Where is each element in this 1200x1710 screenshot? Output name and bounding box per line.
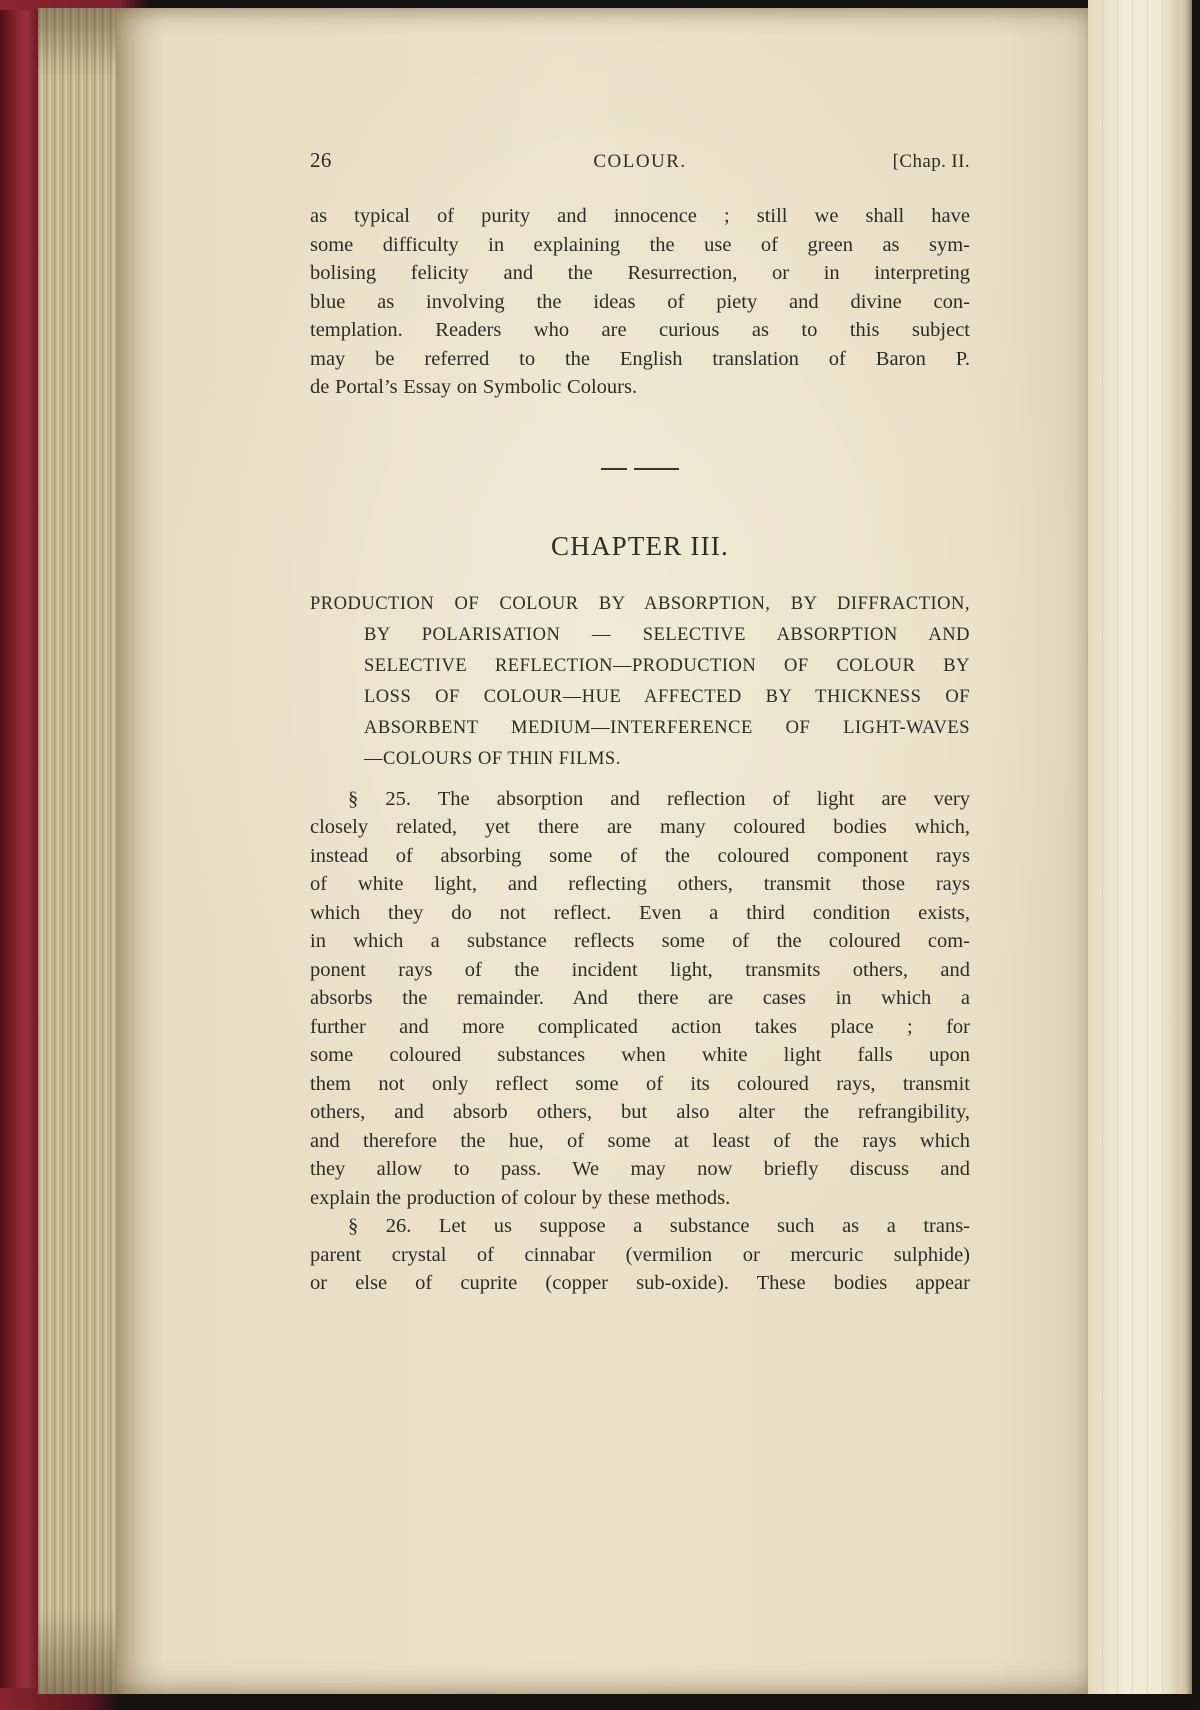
chapter-summary xyxy=(310,589,970,775)
text-line: LOSS OF COLOUR—HUE AFFECTED BY THICKNESS OF xyxy=(364,686,970,707)
text-line: of white light, and reflecting others, transmit those rays xyxy=(310,873,970,895)
text-line: them not only reflect some of its coloured rays, transmit xyxy=(310,1072,970,1095)
page-edges-left xyxy=(38,8,116,1694)
page-number: 26 xyxy=(310,148,332,172)
paragraph-intro xyxy=(310,202,970,402)
text-line: which they do not reflect. Even a third condition exists, xyxy=(310,901,970,924)
text-line: may be referred to the English translation of Baron P. xyxy=(310,347,970,370)
text-line: and therefore the hue, of some at least of the rays which xyxy=(310,1129,970,1152)
chapter-ref: [Chap. II. xyxy=(892,151,970,172)
page-content xyxy=(116,8,1088,1694)
text-line: templation. Readers who are curious as to this subject xyxy=(310,319,970,341)
section-divider-rule xyxy=(601,468,679,471)
text-line: as typical of purity and innocence ; still we shall have xyxy=(310,205,970,227)
text-line: others, and absorb others, but also alter the refrangibility, xyxy=(310,1101,970,1123)
chapter-heading: CHAPTER III. xyxy=(551,530,729,561)
text-line: parent crystal of cinnabar (vermilion or mercuric sulphide) xyxy=(310,1243,970,1266)
text-line: some difficulty in explaining the use of green as sym- xyxy=(310,233,970,256)
paragraph-25 xyxy=(310,785,970,1213)
text-line: ponent rays of the incident light, transmits others, and xyxy=(310,958,970,981)
text-line: instead of absorbing some of the coloured component rays xyxy=(310,844,970,867)
paragraph-26 xyxy=(310,1212,970,1298)
right-dark-edge xyxy=(1192,0,1200,1710)
text-line: closely related, yet there are many coloured bodies which, xyxy=(310,816,970,838)
text-line: PRODUCTION OF COLOUR BY ABSORPTION, BY DIFFRACTION, xyxy=(310,593,970,614)
text-line: BY POLARISATION — SELECTIVE ABSORPTION AND xyxy=(364,624,970,645)
text-line: ABSORBENT MEDIUM—INTERFERENCE OF LIGHT-WAVES xyxy=(364,717,970,738)
text-line: bolising felicity and the Resurrection, or in interpreting xyxy=(310,262,970,284)
text-line: explain the production of colour by these methods. xyxy=(310,1186,731,1209)
running-head xyxy=(310,148,970,172)
text-line: in which a substance reflects some of the coloured com- xyxy=(310,930,970,952)
book-page xyxy=(116,8,1088,1694)
text-line: § 25. The absorption and reflection of light are very xyxy=(348,787,970,810)
next-page-edge xyxy=(1088,0,1192,1694)
running-title: COLOUR. xyxy=(593,151,687,172)
book-binding xyxy=(0,0,38,1710)
text-line: further and more complicated action takes place ; for xyxy=(310,1015,970,1038)
text-line: de Portal’s Essay on Symbolic Colours. xyxy=(310,376,638,398)
text-line: SELECTIVE REFLECTION—PRODUCTION OF COLOUR BY xyxy=(364,655,970,676)
text-line: —COLOURS OF THIN FILMS. xyxy=(364,748,621,769)
text-line: blue as involving the ideas of piety and divine con- xyxy=(310,290,970,313)
text-line: absorbs the remainder. And there are cases in which a xyxy=(310,987,970,1009)
text-line: § 26. Let us suppose a substance such as a trans- xyxy=(348,1215,970,1237)
text-line: they allow to pass. We may now briefly discuss and xyxy=(310,1158,970,1180)
text-line: or else of cuprite (copper sub-oxide). These bodies appear xyxy=(310,1272,970,1294)
text-line: some coloured substances when white light falls upon xyxy=(310,1044,970,1066)
